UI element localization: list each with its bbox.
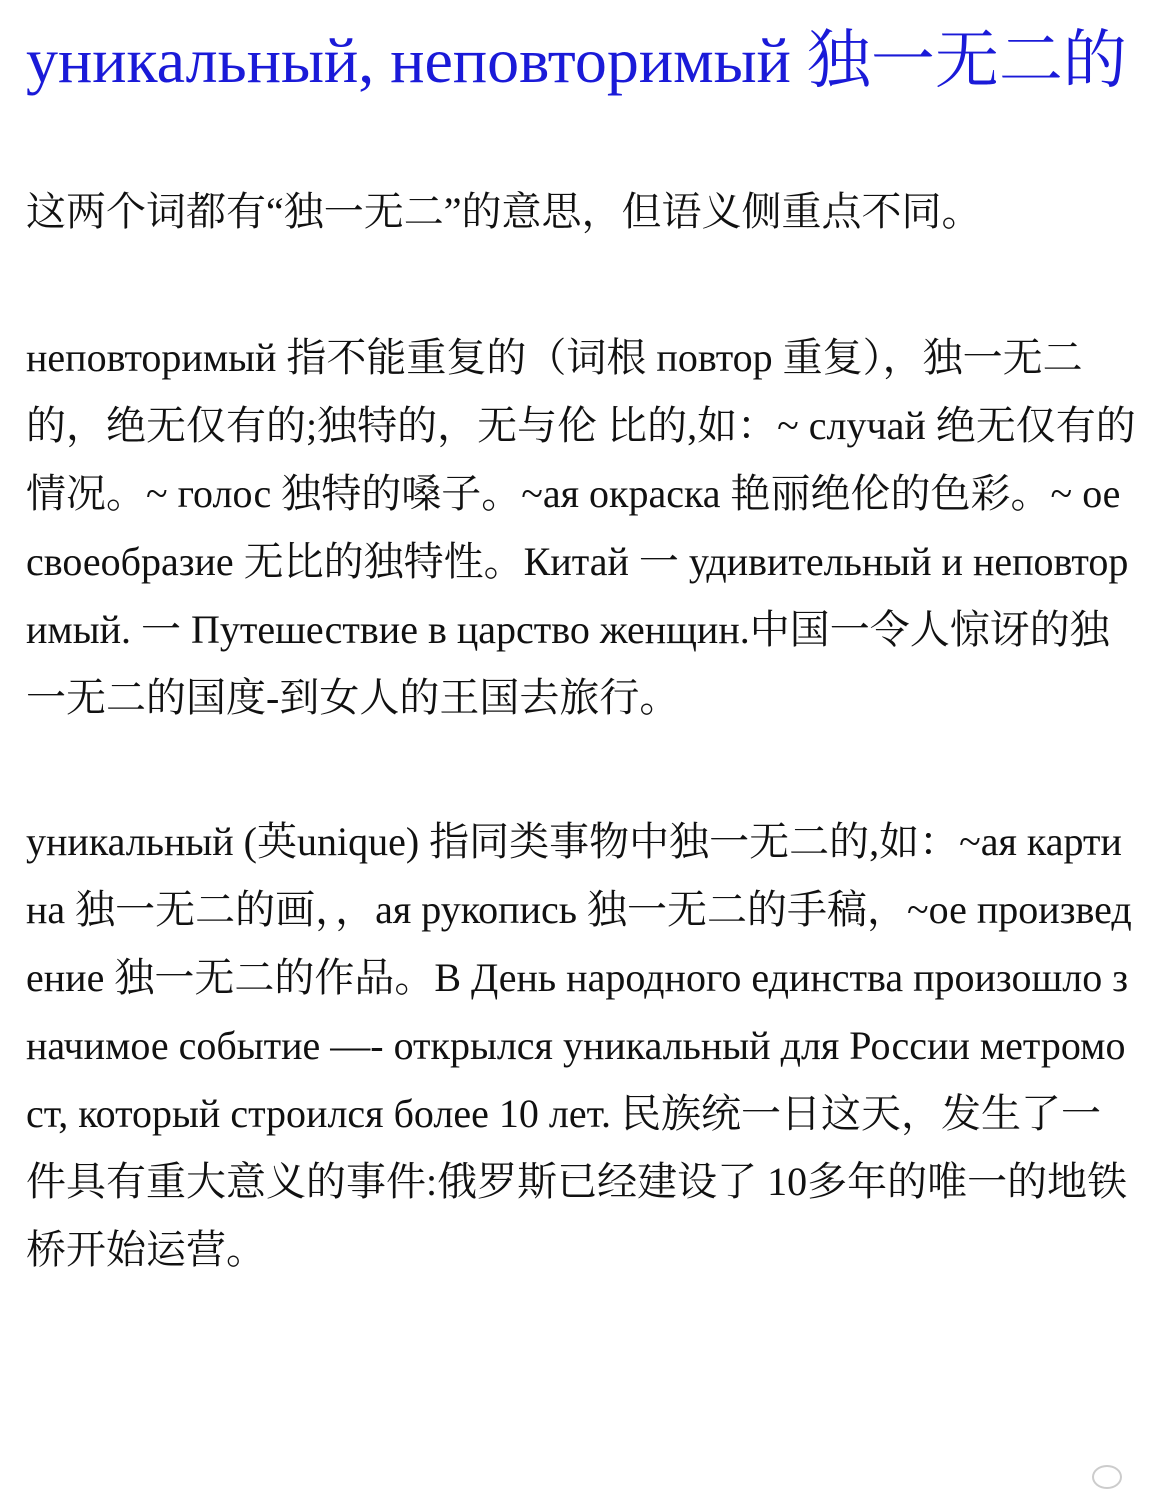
intro-paragraph: 这两个词都有“独一无二”的意思，但语义侧重点不同。	[26, 189, 982, 234]
article	[26, 0, 1136, 1284]
page-title: уникальный, неповторимый 独一无二的	[26, 25, 1127, 96]
paragraph-nepovtorimyy: неповторимый 指不能重复的（词根 повтор 重复），独一无二的，绝无仅有的;独特的，无与伦 比的,如：~ случай 绝无仅有的情况。~ голос 独特的嗓子。~ая окраска 艳丽绝伦的色彩。~ ое своеобразие 无比的独特性。Китай 一 удивительный и неповторимый. 一 Путешествие в царство женщин.中国一令人惊讶的独一无二的国度-到女人的王国去旅行。	[26, 335, 1136, 720]
watermark	[1092, 1464, 1130, 1490]
wechat-icon	[1092, 1465, 1122, 1489]
paragraph-unikalnyy: уникальный (英unique) 指同类事物中独一无二的,如：~ая картина 独一无二的画，，ая рукопись 独一无二的手稿，~ое произведение 独一无二的作品。В День народного единства произошло значимое событие —- открылся уникальный для России метромост, который строился более 10 лет. 民族统一日这天，发生了一件具有重大意义的事件:俄罗斯已经建设了 10多年的唯一的地铁桥开始运营。	[26, 819, 1132, 1272]
